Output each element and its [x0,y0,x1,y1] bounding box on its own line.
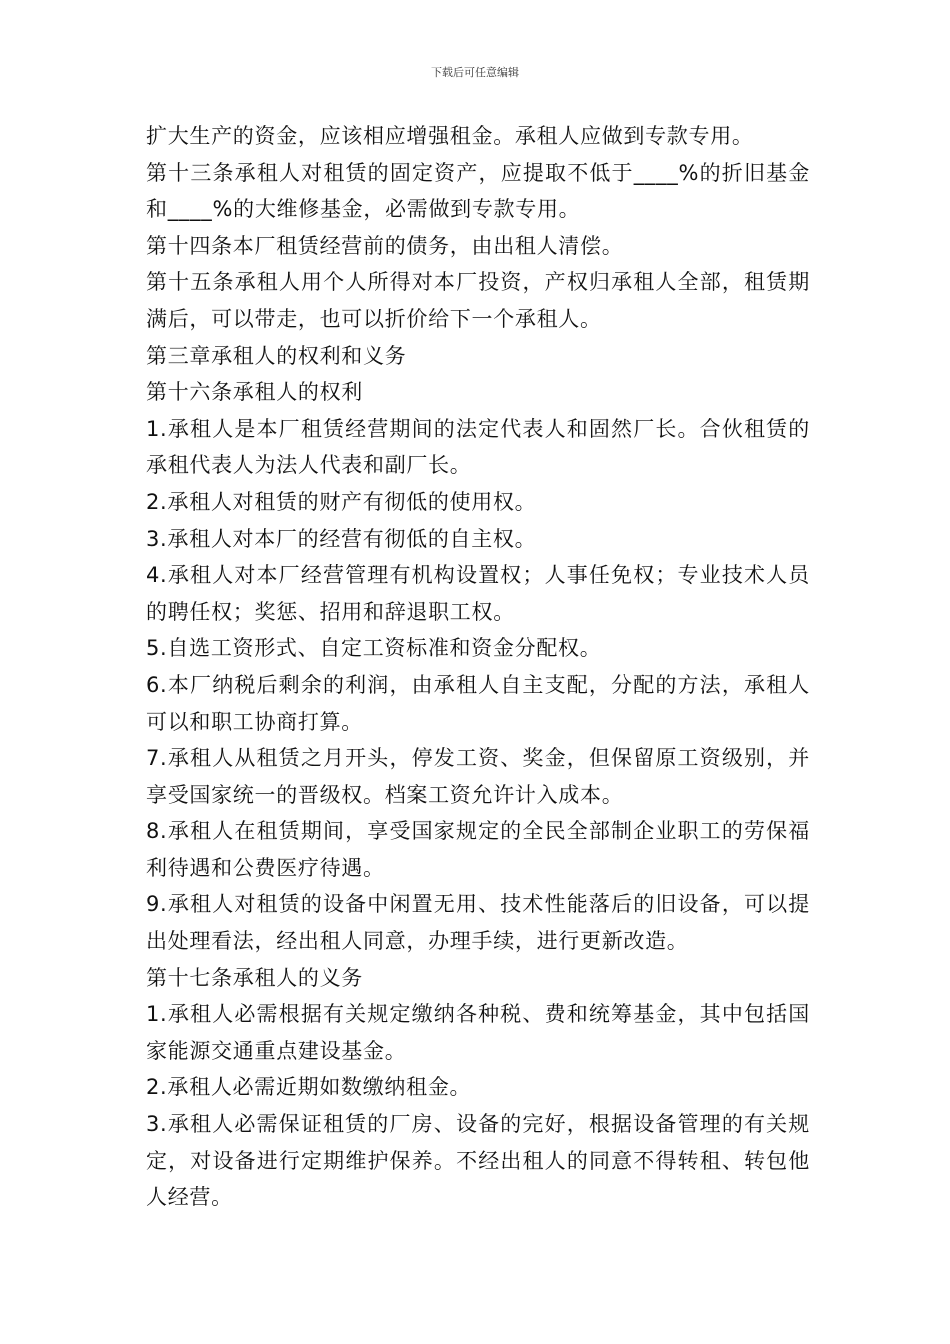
list-item: 1.承租人必需根据有关规定缴纳各种税、费和统筹基金，其中包括国家能源交通重点建设基金。 [146,1002,810,1063]
document-body [146,118,810,1216]
list-item: 1.承租人是本厂租赁经营期间的法定代表人和固然厂长。合伙租赁的承租代表人为法人代表和副厂长。 [146,416,810,478]
list-item: 6.本厂纳税后剩余的利润，由承租人自主支配，分配的方法，承租人可以和职工协商打算。 [146,672,810,734]
list-item: 9.承租人对租赁的设备中闲置无用、技术性能落后的旧设备，可以提出处理看法，经出租人同意，办理手续，进行更新改造。 [146,892,810,954]
page-header: 下载后可任意编辑 [431,66,519,79]
list-item: 2.承租人必需近期如数缴纳租金。 [146,1075,472,1100]
list-item: 3.承租人对本厂的经营有彻低的自主权。 [146,526,537,551]
list-item: 7.承租人从租赁之月开头，停发工资、奖金，但保留原工资级别，并享受国家统一的晋级权。档案工资允许计入成本。 [146,746,810,807]
list-item: 2.承租人对租赁的财产有彻低的使用权。 [146,489,537,514]
article-heading: 第十六条承租人的权利 [146,380,363,405]
paragraph: 第十五条承租人用个人所得对本厂投资，产权归承租人全部，租赁期满后，可以带走，也可以折价给下一个承租人。 [146,270,810,331]
list-item: 3.承租人必需保证租赁的厂房、设备的完好，根据设备管理的有关规定，对设备进行定期维护保养。不经出租人的同意不得转租、转包他人经营。 [146,1112,810,1210]
paragraph: 第十四条本厂租赁经营前的债务，由出租人清偿。 [146,233,624,258]
paragraph: 第十三条承租人对租赁的固定资产，应提取不低于____%的折旧基金和____%的大维修基金，必需做到专款专用。 [146,160,810,222]
list-item: 8.承租人在租赁期间，享受国家规定的全民全部制企业职工的劳保福利待遇和公费医疗待遇。 [146,819,810,880]
list-item: 4.承租人对本厂经营管理有机构设置权；人事任免权；专业技术人员的聘任权；奖惩、招用和辞退职工权。 [146,563,810,624]
list-item: 5.自选工资形式、自定工资标准和资金分配权。 [146,636,602,661]
chapter-heading: 第三章承租人的权利和义务 [146,343,407,368]
article-heading: 第十七条承租人的义务 [146,965,363,990]
paragraph: 扩大生产的资金，应该相应增强租金。承租人应做到专款专用。 [146,124,754,148]
